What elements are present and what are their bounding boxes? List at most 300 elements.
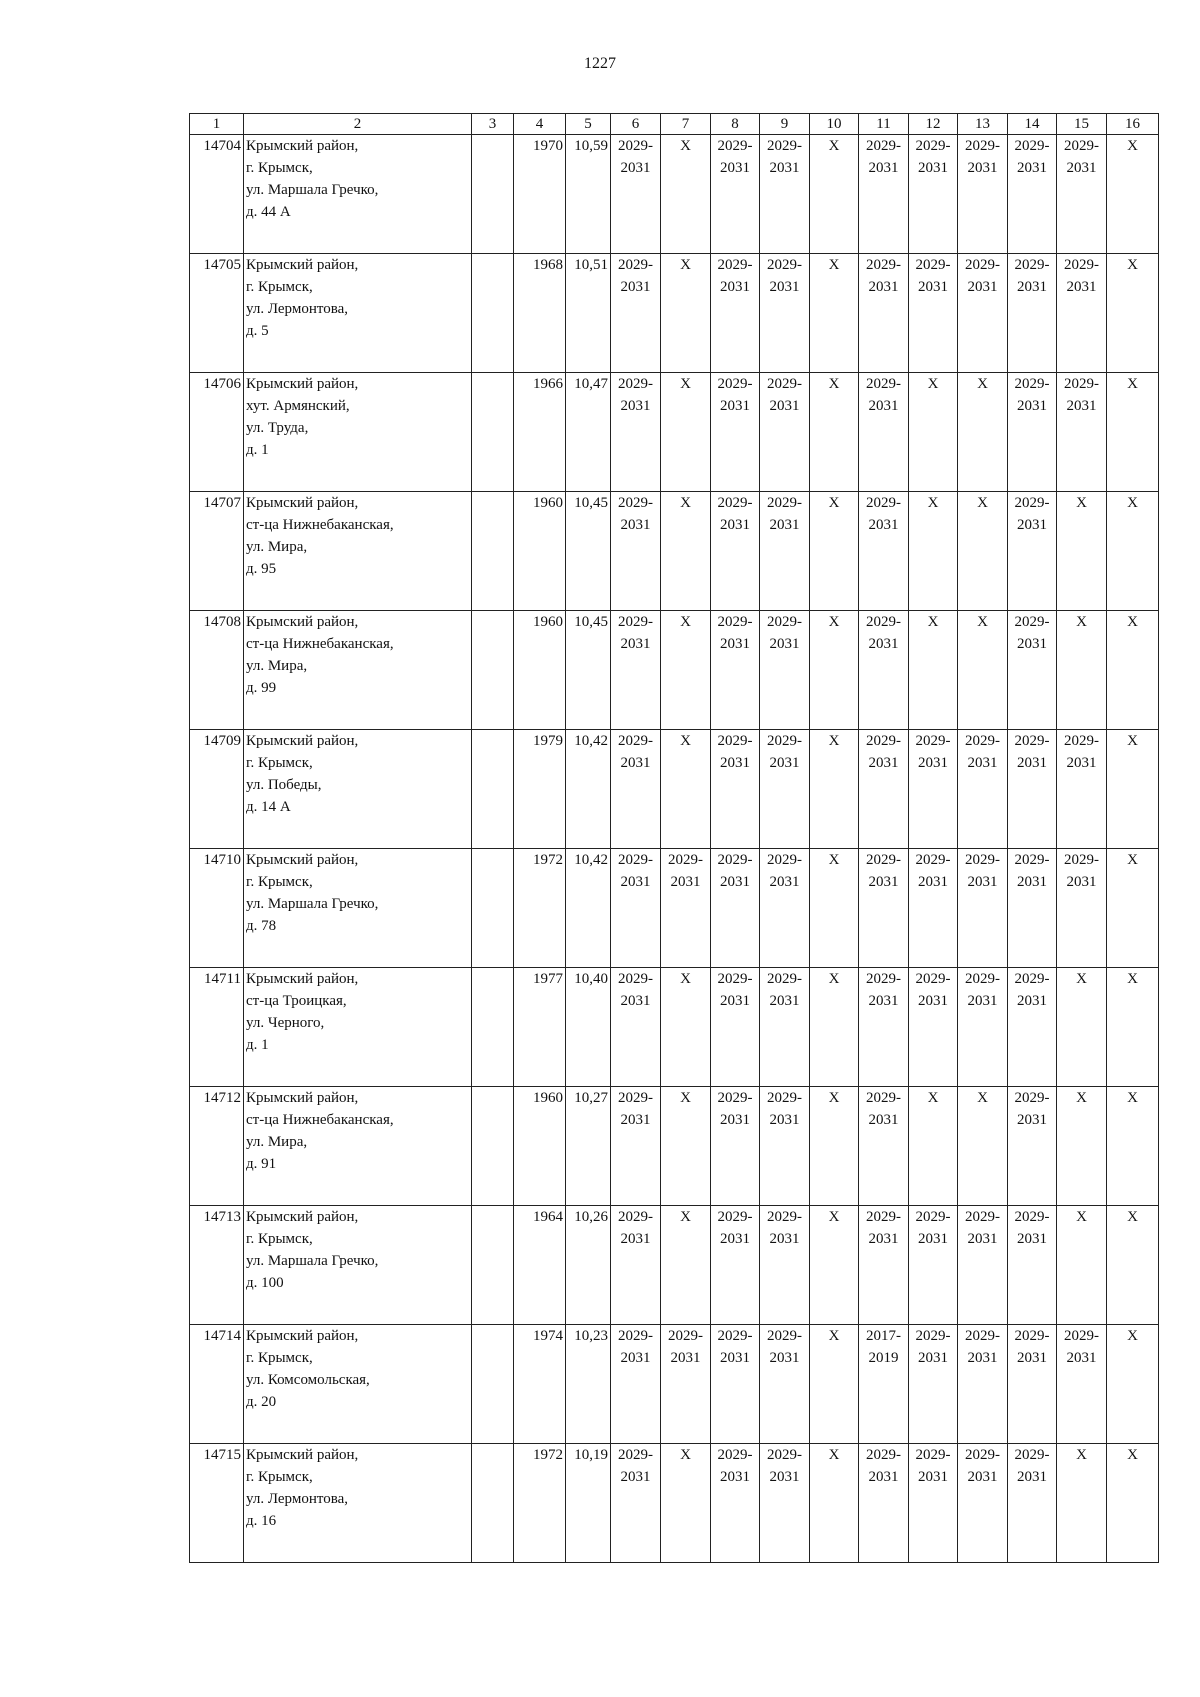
period-start: 2029- [965,257,1000,273]
year-cell: 1960 [514,1087,566,1206]
period-start: 2029- [717,1209,753,1225]
period-cell-col16 [1107,968,1159,1087]
period-cell-col11 [859,1206,909,1325]
period-cell-col7 [661,849,711,968]
period-start: X [1076,614,1087,630]
period-cell-col9 [760,849,810,968]
address-line: Крымский район, [246,376,359,392]
period-cell-col8 [711,968,760,1087]
column-header-15: 15 [1057,114,1107,135]
period-cell-col10 [810,492,859,611]
period-start: X [927,614,939,630]
period-end: 2031 [769,636,800,652]
period-cell-col10 [810,611,859,730]
address-line: ул. Маршала Гречко, [246,182,379,198]
period-end: 2031 [868,993,899,1009]
period-start: X [828,1447,840,1463]
period-cell-col13 [958,968,1008,1087]
period-start: X [1127,971,1138,987]
address-line: д. 5 [246,323,269,339]
period-start: 2029- [866,1090,901,1106]
period-start: 2029- [618,1209,653,1225]
period-start: 2029- [618,1090,653,1106]
period-cell-col16 [1107,611,1159,730]
register-table [189,113,1159,1563]
period-end: 2031 [769,1350,800,1366]
period-start: X [680,1090,691,1106]
period-start: 2029- [965,1447,1000,1463]
period-cell-col12 [909,611,958,730]
value-cell: 10,26 [566,1206,611,1325]
year-cell: 1960 [514,492,566,611]
period-cell-col15 [1057,373,1107,492]
period-cell-col12 [909,849,958,968]
column-header-11: 11 [859,114,909,135]
row-number: 14707 [190,492,244,611]
period-start: 2029- [965,971,1000,987]
period-start: 2029- [866,971,901,987]
period-start: 2029- [965,138,1000,154]
period-cell-col7 [661,1206,711,1325]
period-end: 2031 [720,874,750,890]
period-cell-col6 [611,492,661,611]
period-start: X [1127,257,1138,273]
period-start: X [680,1447,691,1463]
column-header-9: 9 [760,114,810,135]
col3-cell [472,611,514,730]
period-cell-col10 [810,1325,859,1444]
period-start: X [977,376,988,392]
period-start: 2029- [915,1209,951,1225]
period-start: X [828,1209,840,1225]
period-cell-col13 [958,492,1008,611]
period-cell-col15 [1057,849,1107,968]
period-start: 2029- [1014,1090,1050,1106]
period-start: 2029- [1064,138,1099,154]
period-end: 2031 [1017,993,1047,1009]
table-row [190,611,1159,730]
address-line: г. Крымск, [246,1469,313,1485]
period-start: X [1076,495,1087,511]
period-cell-col10 [810,1206,859,1325]
period-end: 2031 [620,517,651,533]
period-end: 2031 [967,1350,998,1366]
address-line: д. 1 [246,442,269,458]
value-cell: 10,23 [566,1325,611,1444]
period-end: 2031 [620,993,651,1009]
period-start: 2029- [618,1328,653,1344]
address-line: д. 16 [246,1513,277,1529]
period-cell-col9 [760,254,810,373]
col3-cell [472,849,514,968]
col3-cell [472,730,514,849]
period-cell-col6 [611,135,661,254]
period-start: 2029- [767,376,802,392]
col3-cell [472,135,514,254]
address-line: ул. Мира, [246,1134,308,1150]
period-cell-col16 [1107,492,1159,611]
period-end: 2031 [868,636,899,652]
period-end: 2031 [769,1231,800,1247]
period-cell-col14 [1008,1206,1057,1325]
period-cell-col14 [1008,1444,1057,1563]
period-start: X [1127,1090,1138,1106]
period-start: 2029- [1014,733,1050,749]
row-number: 14714 [190,1325,244,1444]
period-end: 2031 [967,755,998,771]
period-start: 2029- [618,971,653,987]
period-end: 2031 [1066,755,1097,771]
address-line: ул. Маршала Гречко, [246,1253,379,1269]
period-cell-col6 [611,1444,661,1563]
period-start: 2029- [1064,733,1099,749]
period-end: 2031 [720,1231,750,1247]
address-line: Крымский район, [246,1328,359,1344]
period-cell-col15 [1057,730,1107,849]
table-row [190,849,1159,968]
year-cell: 1968 [514,254,566,373]
period-end: 2031 [720,1350,750,1366]
period-cell-col9 [760,492,810,611]
row-number: 14713 [190,1206,244,1325]
period-cell-col7 [661,968,711,1087]
period-cell-col12 [909,1206,958,1325]
period-cell-col7 [661,611,711,730]
period-end: 2031 [720,993,750,1009]
period-end: 2031 [967,1469,998,1485]
value-cell: 10,45 [566,492,611,611]
table-row [190,968,1159,1087]
col3-cell [472,254,514,373]
period-cell-col12 [909,1325,958,1444]
period-start: 2029- [915,1328,951,1344]
period-end: 2031 [720,517,750,533]
period-end: 2031 [620,636,651,652]
period-cell-col8 [711,1206,760,1325]
period-start: 2029- [866,1209,901,1225]
period-cell-col12 [909,968,958,1087]
period-start: 2029- [915,733,951,749]
address-line: г. Крымск, [246,874,313,890]
period-end: 2031 [967,993,998,1009]
period-start: 2017- [866,1328,901,1344]
period-end: 2031 [918,160,948,176]
column-header-1: 1 [190,114,244,135]
period-cell-col14 [1008,1325,1057,1444]
period-end: 2031 [967,1231,998,1247]
period-end: 2031 [670,874,701,890]
period-start: 2029- [866,138,901,154]
period-cell-col6 [611,1087,661,1206]
period-end: 2031 [1017,755,1047,771]
period-start: 2029- [866,614,901,630]
period-cell-col6 [611,849,661,968]
col3-cell [472,1444,514,1563]
period-cell-col8 [711,1087,760,1206]
period-start: X [1076,1090,1087,1106]
period-cell-col11 [859,730,909,849]
period-cell-col10 [810,730,859,849]
period-end: 2031 [1017,398,1047,414]
period-cell-col9 [760,1325,810,1444]
row-number: 14704 [190,135,244,254]
period-start: 2029- [618,733,653,749]
col3-cell [472,1087,514,1206]
period-start: X [680,1209,691,1225]
address-line: ул. Лермонтова, [246,301,348,317]
period-start: 2029- [965,1209,1000,1225]
period-end: 2031 [868,874,899,890]
column-header-6: 6 [611,114,661,135]
period-end: 2031 [918,1469,948,1485]
period-cell-col13 [958,1444,1008,1563]
address-line: ул. Труда, [246,420,309,436]
period-start: 2029- [717,614,753,630]
address-cell [244,611,472,730]
address-cell [244,135,472,254]
period-end: 2031 [720,1469,750,1485]
period-cell-col14 [1008,849,1057,968]
period-start: 2029- [1014,376,1050,392]
period-end: 2031 [769,398,800,414]
period-cell-col10 [810,373,859,492]
column-header-2: 2 [244,114,472,135]
period-start: 2029- [915,138,951,154]
col3-cell [472,373,514,492]
period-cell-col14 [1008,968,1057,1087]
period-start: X [828,971,840,987]
period-start: 2029- [618,495,653,511]
value-cell: 10,59 [566,135,611,254]
value-cell: 10,19 [566,1444,611,1563]
address-line: д. 95 [246,561,277,577]
column-header-4: 4 [514,114,566,135]
address-line: Крымский район, [246,1090,359,1106]
period-end: 2031 [769,160,800,176]
column-header-8: 8 [711,114,760,135]
period-start: X [680,257,691,273]
period-end: 2031 [1066,398,1097,414]
period-cell-col16 [1107,135,1159,254]
address-cell [244,492,472,611]
period-start: 2029- [767,257,802,273]
period-start: 2029- [965,1328,1000,1344]
period-start: X [977,614,988,630]
year-cell: 1972 [514,849,566,968]
period-start: X [977,495,988,511]
period-end: 2031 [1017,160,1047,176]
period-end: 2031 [620,874,651,890]
period-cell-col15 [1057,254,1107,373]
address-line: ст-ца Нижнебаканская, [246,517,394,533]
period-start: X [828,1328,840,1344]
period-cell-col6 [611,1325,661,1444]
period-start: 2029- [1064,1328,1099,1344]
period-end: 2031 [620,398,651,414]
period-start: 2029- [915,971,951,987]
period-cell-col7 [661,492,711,611]
period-start: X [1127,495,1138,511]
period-cell-col8 [711,1325,760,1444]
year-cell: 1977 [514,968,566,1087]
period-cell-col9 [760,1087,810,1206]
period-cell-col14 [1008,135,1057,254]
period-start: 2029- [618,138,653,154]
period-cell-col8 [711,849,760,968]
period-cell-col6 [611,968,661,1087]
period-start: X [680,971,691,987]
period-cell-col12 [909,492,958,611]
period-end: 2031 [620,160,651,176]
period-start: 2029- [767,971,802,987]
period-start: X [977,1090,988,1106]
period-end: 2031 [720,1112,750,1128]
period-cell-col7 [661,135,711,254]
period-start: X [1127,733,1138,749]
period-start: 2029- [1014,1328,1050,1344]
period-cell-col16 [1107,1206,1159,1325]
period-start: X [1127,138,1138,154]
address-line: д. 78 [246,918,277,934]
period-end: 2031 [868,755,899,771]
period-start: X [1127,852,1138,868]
column-header-3: 3 [472,114,514,135]
col3-cell [472,968,514,1087]
address-line: Крымский район, [246,1447,359,1463]
value-cell: 10,45 [566,611,611,730]
period-end: 2031 [769,993,800,1009]
period-cell-col14 [1008,1087,1057,1206]
period-cell-col6 [611,730,661,849]
period-start: 2029- [618,852,653,868]
period-end: 2031 [1017,636,1047,652]
period-end: 2031 [769,1469,800,1485]
address-cell [244,730,472,849]
period-cell-col8 [711,730,760,849]
period-cell-col15 [1057,1087,1107,1206]
address-cell [244,254,472,373]
column-header-10: 10 [810,114,859,135]
period-end: 2031 [868,1231,899,1247]
period-start: X [680,376,691,392]
period-end: 2031 [868,1112,899,1128]
period-cell-col8 [711,254,760,373]
year-cell: 1972 [514,1444,566,1563]
period-end: 2031 [1017,1469,1047,1485]
year-cell: 1960 [514,611,566,730]
period-start: 2029- [717,971,753,987]
year-cell: 1979 [514,730,566,849]
period-cell-col7 [661,1444,711,1563]
period-cell-col7 [661,1087,711,1206]
period-cell-col15 [1057,492,1107,611]
row-number: 14711 [190,968,244,1087]
period-start: X [1076,971,1087,987]
col3-cell [472,1325,514,1444]
address-line: г. Крымск, [246,755,313,771]
row-number: 14715 [190,1444,244,1563]
period-start: 2029- [1014,614,1050,630]
period-start: X [828,852,840,868]
period-start: 2029- [717,1090,753,1106]
address-line: Крымский район, [246,138,359,154]
value-cell: 10,42 [566,730,611,849]
period-start: 2029- [915,1447,951,1463]
period-start: X [1127,614,1138,630]
period-cell-col9 [760,611,810,730]
year-cell: 1970 [514,135,566,254]
period-end: 2031 [720,755,750,771]
period-cell-col11 [859,1087,909,1206]
period-cell-col13 [958,611,1008,730]
period-cell-col6 [611,373,661,492]
period-cell-col6 [611,611,661,730]
period-start: X [1127,376,1138,392]
period-cell-col15 [1057,1206,1107,1325]
column-header-14: 14 [1008,114,1057,135]
address-line: д. 44 А [246,204,291,220]
period-start: 2029- [965,733,1000,749]
address-line: г. Крымск, [246,279,313,295]
column-header-12: 12 [909,114,958,135]
period-cell-col11 [859,135,909,254]
period-start: 2029- [1014,971,1050,987]
period-end: 2031 [1017,1112,1047,1128]
period-start: 2029- [767,852,802,868]
period-cell-col12 [909,1087,958,1206]
period-end: 2031 [967,874,998,890]
table-row [190,254,1159,373]
period-cell-col14 [1008,373,1057,492]
period-start: 2029- [767,138,802,154]
period-cell-col6 [611,1206,661,1325]
period-start: X [680,733,691,749]
period-start: 2029- [767,614,802,630]
period-cell-col13 [958,135,1008,254]
period-end: 2031 [1066,874,1097,890]
address-cell [244,849,472,968]
period-start: X [680,138,691,154]
period-end: 2019 [868,1350,899,1366]
period-cell-col9 [760,968,810,1087]
period-end: 2031 [967,160,998,176]
table-row [190,1444,1159,1563]
period-start: 2029- [866,376,901,392]
period-cell-col16 [1107,730,1159,849]
address-line: г. Крымск, [246,1350,313,1366]
address-line: Крымский район, [246,614,359,630]
period-cell-col14 [1008,730,1057,849]
period-end: 2031 [1066,1350,1097,1366]
period-start: X [828,733,840,749]
period-cell-col13 [958,730,1008,849]
period-cell-col9 [760,135,810,254]
period-end: 2031 [1017,874,1047,890]
period-start: X [927,376,939,392]
period-cell-col13 [958,1325,1008,1444]
period-end: 2031 [769,517,800,533]
period-end: 2031 [620,1231,651,1247]
period-cell-col8 [711,1444,760,1563]
period-start: 2029- [618,376,653,392]
period-start: 2029- [1014,257,1050,273]
period-end: 2031 [1017,517,1047,533]
address-cell [244,1087,472,1206]
period-end: 2031 [1017,1350,1047,1366]
period-start: 2029- [618,257,653,273]
period-start: 2029- [1064,376,1099,392]
period-cell-col8 [711,492,760,611]
